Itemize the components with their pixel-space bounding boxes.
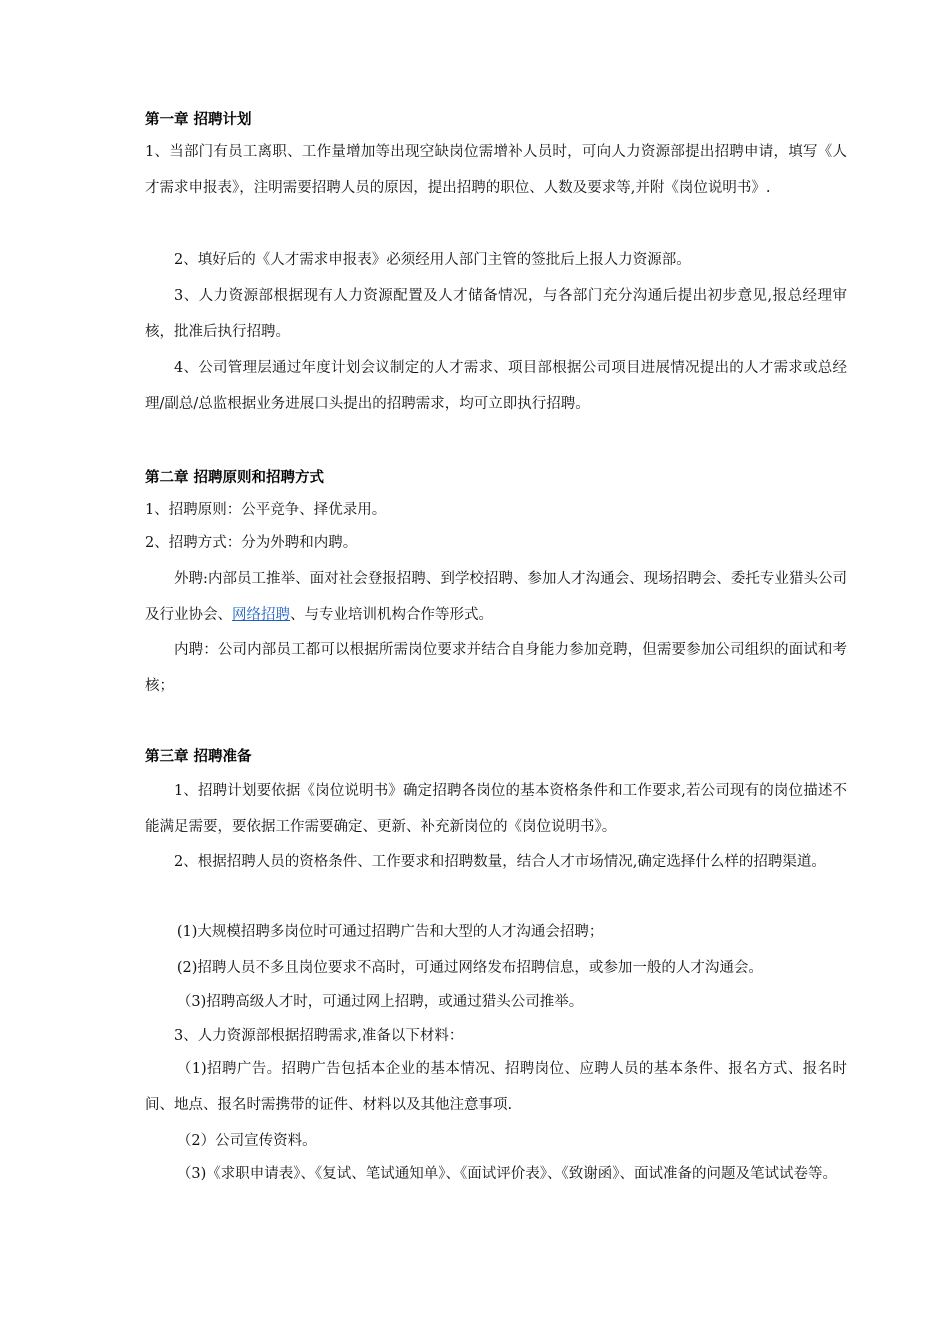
chapter2-p3-text-before: 外聘:内部员工推举、面对社会登报招聘、到学校招聘、参加人才沟通会、现场招聘会、委托专业猎头公司及行业协会、 <box>145 571 847 623</box>
chapter2-paragraph-2: 2、招聘方式：分为外聘和内聘。 <box>145 535 358 551</box>
chapter2-p3-text-after: 、与专业培训机构合作等形式。 <box>290 607 493 623</box>
online-recruitment-link[interactable]: 网络招聘 <box>232 607 290 623</box>
chapter3-material-3: （3)《求职申请表》、《复试、笔试通知单》、《面试评价表》、《致谢函》、面试准备的问题及笔试试卷等。 <box>176 1166 838 1182</box>
chapter1-paragraph-4: 4、公司管理层通过年度计划会议制定的人才需求、项目部根据公司项目进展情况提出的人才需求或总经理/副总/总监根据业务进展口头提出的招聘需求，均可立即执行招聘。 <box>145 360 847 412</box>
chapter3-item-3: （3)招聘高级人才时，可通过网上招聘，或通过猎头公司推举。 <box>176 994 584 1010</box>
chapter2-paragraph-4: 内聘：公司内部员工都可以根据所需岗位要求并结合自身能力参加竞聘，但需要参加公司组织的面试和考核； <box>145 642 847 694</box>
chapter2-paragraph-3 <box>145 561 847 633</box>
chapter1-paragraph-2: 2、填好后的《人才需求申报表》必须经用人部门主管的签批后上报人力资源部。 <box>174 252 691 268</box>
chapter1-paragraph-1: 1、当部门有员工离职、工作量增加等出现空缺岗位需增补人员时，可向人力资源部提出招聘申请，填写《人才需求申报表》，注明需要招聘人员的原因，提出招聘的职位、人数及要求等,并附《岗位说明书》. <box>145 144 847 196</box>
chapter3-title: 第三章 招聘准备 <box>145 749 252 765</box>
chapter3-paragraph-2: 2、根据招聘人员的资格条件、工作要求和招聘数量，结合人才市场情况,确定选择什么样的招聘渠道。 <box>174 854 826 870</box>
chapter3-material-2: （2）公司宣传资料。 <box>176 1133 317 1149</box>
chapter1-title: 第一章 招聘计划 <box>145 112 252 128</box>
chapter3-material-1: （1)招聘广告。招聘广告包括本企业的基本情况、招聘岗位、应聘人员的基本条件、报名方式、报名时间、地点、报名时需携带的证件、材料以及其他注意事项. <box>145 1061 847 1113</box>
chapter2-title: 第二章 招聘原则和招聘方式 <box>145 470 325 486</box>
chapter3-paragraph-3: 3、人力资源部根据招聘需求,准备以下材料： <box>174 1028 464 1044</box>
chapter3-item-1: (1)大规模招聘多岗位时可通过招聘广告和大型的人才沟通会招聘； <box>176 924 604 940</box>
chapter2-paragraph-1: 1、招聘原则：公平竞争、择优录用。 <box>145 502 387 518</box>
chapter3-item-2: (2)招聘人员不多且岗位要求不高时，可通过网络发布招聘信息，或参加一般的人才沟通会。 <box>176 960 763 976</box>
chapter1-paragraph-3: 3、人力资源部根据现有人力资源配置及人才储备情况，与各部门充分沟通后提出初步意见,报总经理审核，批准后执行招聘。 <box>145 288 847 340</box>
chapter3-paragraph-1: 1、招聘计划要依据《岗位说明书》确定招聘各岗位的基本资格条件和工作要求,若公司现有的岗位描述不能满足需要，要依据工作需要确定、更新、补充新岗位的《岗位说明书》。 <box>145 783 847 835</box>
